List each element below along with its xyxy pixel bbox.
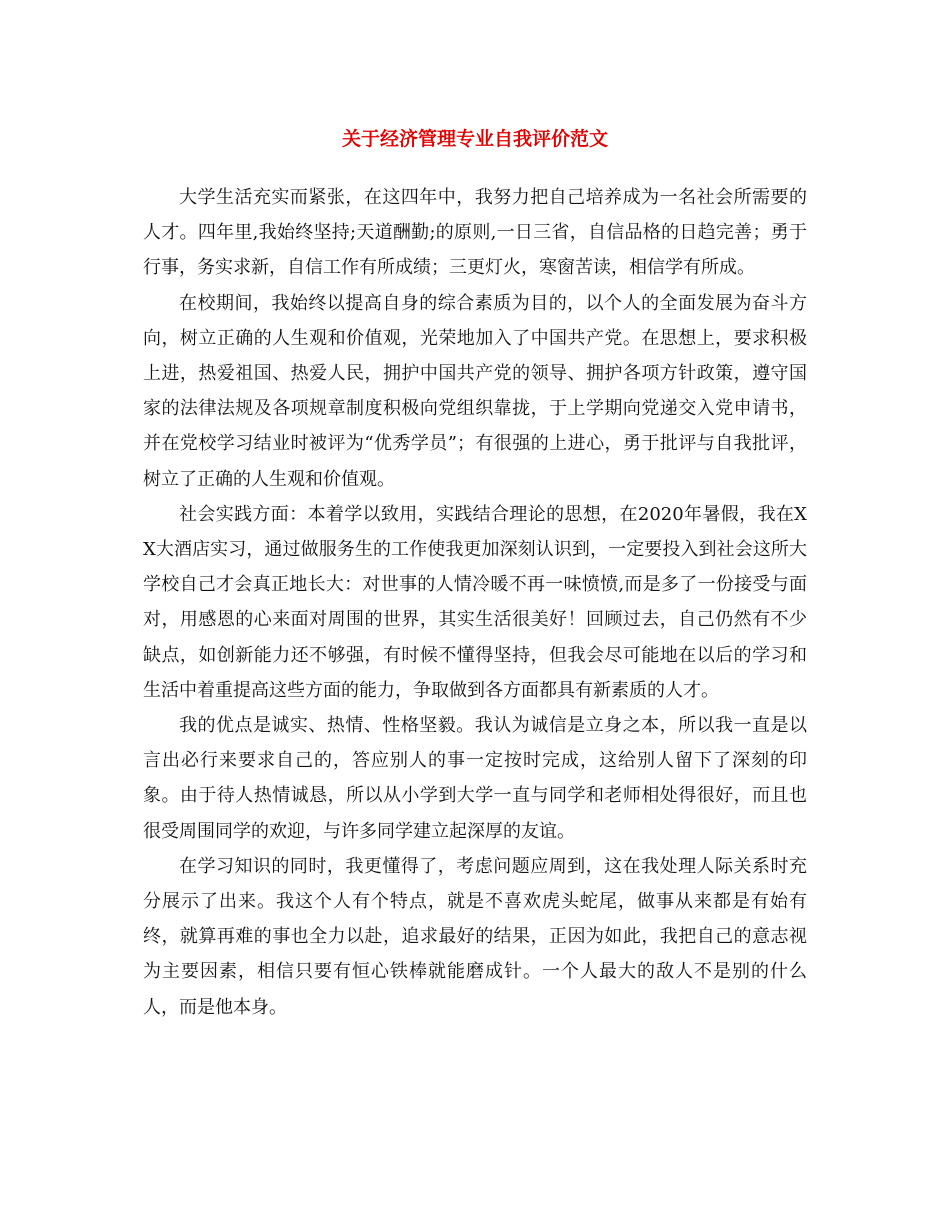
paragraph: 大学生活充实而紧张，在这四年中，我努力把自己培养成为一名社会所需要的人才。四年里,我始终坚持;天道酬勤;的原则,一日三省，自信品格的日趋完善；勇于行事，务实求新，自信工作有所成绩；三更灯火，寒窗苦读，相信学有所成。 <box>143 187 807 279</box>
document-title: 关于经济管理专业自我评价范文 <box>341 128 608 150</box>
paragraph: 社会实践方面：本着学以致用，实践结合理论的思想，在2020年暑假，我在XX大酒店实习，通过做服务生的工作使我更加深刻认识到，一定要投入到社会这所大学校自己才会真正地长大：对世事的人情冷暖不再一味愤愤,而是多了一份接受与面对，用感恩的心来面对周围的世界，其实生活很美好！回顾过去，自己仍然有不少缺点，如创新能力还不够强，有时候不懂得坚持，但我会尽可能地在以后的学习和生活中着重提高这些方面的能力，争取做到各方面都具有新素质的人才。 <box>143 503 807 701</box>
paragraph: 在校期间，我始终以提高自身的综合素质为目的，以个人的全面发展为奋斗方向，树立正确的人生观和价值观，光荣地加入了中国共产党。在思想上，要求积极上进，热爱祖国、热爱人民，拥护中国共产党的领导、拥护各项方针政策，遵守国家的法律法规及各项规章制度积极向党组织靠拢，于上学期向党递交入党申请书，并在党校学习结业时被评为“优秀学员”；有很强的上进心，勇于批评与自我批评，树立了正确的人生观和价值观。 <box>143 292 807 490</box>
paragraph: 在学习知识的同时，我更懂得了，考虑问题应周到，这在我处理人际关系时充分展示了出来。我这个人有个特点，就是不喜欢虎头蛇尾，做事从来都是有始有终，就算再难的事也全力以赴，追求最好的结果，正因为如此，我把自己的意志视为主要因素，相信只要有恒心铁棒就能磨成针。一个人最大的敌人不是别的什么人，而是他本身。 <box>143 855 807 1018</box>
paragraph: 我的优点是诚实、热情、性格坚毅。我认为诚信是立身之本，所以我一直是以言出必行来要求自己的，答应别人的事一定按时完成，这给别人留下了深刻的印象。由于待人热情诚恳，所以从小学到大学一直与同学和老师相处得很好，而且也很受周围同学的欢迎，与许多同学建立起深厚的友谊。 <box>143 715 807 842</box>
document-body <box>143 180 807 1025</box>
